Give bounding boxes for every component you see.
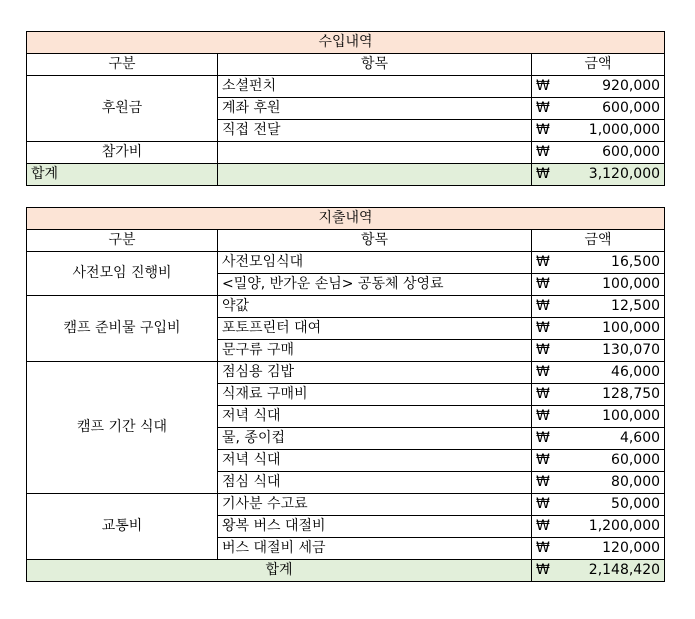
income-currency-cell: ₩ [532, 120, 568, 142]
expense-category-cell: 캠프 준비물 구입비 [27, 296, 218, 362]
expense-table [26, 207, 665, 582]
expense-currency-cell: ₩ [532, 340, 568, 362]
income-total-label: 합계 [27, 164, 218, 186]
expense-amount-cell: 100,000 [568, 318, 665, 340]
income-header-amount: 금액 [532, 54, 665, 76]
expense-item-cell: 사전모임식대 [218, 252, 532, 274]
expense-row [27, 296, 665, 318]
income-header-row [27, 54, 665, 76]
expense-row [27, 252, 665, 274]
expense-header-item: 항목 [218, 230, 532, 252]
expense-currency-cell: ₩ [532, 538, 568, 560]
expense-item-cell: 포토프린터 대여 [218, 318, 532, 340]
expense-amount-cell: 130,070 [568, 340, 665, 362]
expense-item-cell: 왕복 버스 대절비 [218, 516, 532, 538]
expense-category-cell: 교통비 [27, 494, 218, 560]
expense-currency-cell: ₩ [532, 362, 568, 384]
expense-amount-cell: 46,000 [568, 362, 665, 384]
income-amount-cell: 600,000 [568, 142, 665, 164]
expense-amount-cell: 12,500 [568, 296, 665, 318]
income-item-cell: 소셜펀치 [218, 76, 532, 98]
expense-header-row [27, 230, 665, 252]
expense-amount-cell: 60,000 [568, 450, 665, 472]
expense-amount-cell: 50,000 [568, 494, 665, 516]
income-table [26, 31, 665, 186]
expense-currency-cell: ₩ [532, 494, 568, 516]
expense-item-cell: 점심용 김밥 [218, 362, 532, 384]
income-total-currency: ₩ [532, 164, 568, 186]
income-amount-cell: 920,000 [568, 76, 665, 98]
expense-currency-cell: ₩ [532, 450, 568, 472]
income-amount-cell: 600,000 [568, 98, 665, 120]
income-item-cell [218, 142, 532, 164]
expense-total-row [27, 560, 665, 582]
expense-amount-cell: 120,000 [568, 538, 665, 560]
expense-currency-cell: ₩ [532, 296, 568, 318]
expense-item-cell: 약값 [218, 296, 532, 318]
expense-amount-cell: 100,000 [568, 406, 665, 428]
income-item-cell: 직접 전달 [218, 120, 532, 142]
expense-currency-cell: ₩ [532, 274, 568, 296]
income-currency-cell: ₩ [532, 76, 568, 98]
expense-item-cell: 식재료 구매비 [218, 384, 532, 406]
expense-currency-cell: ₩ [532, 252, 568, 274]
income-amount-cell: 1,000,000 [568, 120, 665, 142]
expense-total-amount: 2,148,420 [568, 560, 665, 582]
income-row [27, 76, 665, 98]
expense-item-cell: 저녁 식대 [218, 450, 532, 472]
income-total-blank [218, 164, 532, 186]
income-category-cell: 후원금 [27, 76, 218, 142]
income-item-cell: 계좌 후원 [218, 98, 532, 120]
expense-title: 지출내역 [27, 208, 665, 230]
expense-amount-cell: 4,600 [568, 428, 665, 450]
expense-header-category: 구분 [27, 230, 218, 252]
expense-item-cell: 버스 대절비 세금 [218, 538, 532, 560]
expense-currency-cell: ₩ [532, 318, 568, 340]
income-row [27, 142, 665, 164]
income-category-cell: 참가비 [27, 142, 218, 164]
income-total-amount: 3,120,000 [568, 164, 665, 186]
expense-amount-cell: 100,000 [568, 274, 665, 296]
income-title-row [27, 32, 665, 54]
expense-item-cell: 저녁 식대 [218, 406, 532, 428]
expense-item-cell: 문구류 구매 [218, 340, 532, 362]
income-total-row [27, 164, 665, 186]
expense-row [27, 494, 665, 516]
expense-header-amount: 금액 [532, 230, 665, 252]
expense-item-cell: 점심 식대 [218, 472, 532, 494]
expense-amount-cell: 128,750 [568, 384, 665, 406]
expense-category-cell: 사전모임 진행비 [27, 252, 218, 296]
expense-total-currency: ₩ [532, 560, 568, 582]
income-currency-cell: ₩ [532, 98, 568, 120]
expense-category-cell: 캠프 기간 식대 [27, 362, 218, 494]
income-header-item: 항목 [218, 54, 532, 76]
income-currency-cell: ₩ [532, 142, 568, 164]
expense-amount-cell: 16,500 [568, 252, 665, 274]
expense-total-label: 합계 [27, 560, 532, 582]
expense-currency-cell: ₩ [532, 406, 568, 428]
expense-amount-cell: 80,000 [568, 472, 665, 494]
expense-currency-cell: ₩ [532, 472, 568, 494]
expense-item-cell: 물, 종이컵 [218, 428, 532, 450]
expense-amount-cell: 1,200,000 [568, 516, 665, 538]
expense-item-cell: <밀양, 반가운 손님> 공동체 상영료 [218, 274, 532, 296]
expense-currency-cell: ₩ [532, 516, 568, 538]
expense-currency-cell: ₩ [532, 384, 568, 406]
expense-item-cell: 기사분 수고료 [218, 494, 532, 516]
income-title: 수입내역 [27, 32, 665, 54]
income-header-category: 구분 [27, 54, 218, 76]
expense-currency-cell: ₩ [532, 428, 568, 450]
expense-title-row [27, 208, 665, 230]
expense-row [27, 362, 665, 384]
